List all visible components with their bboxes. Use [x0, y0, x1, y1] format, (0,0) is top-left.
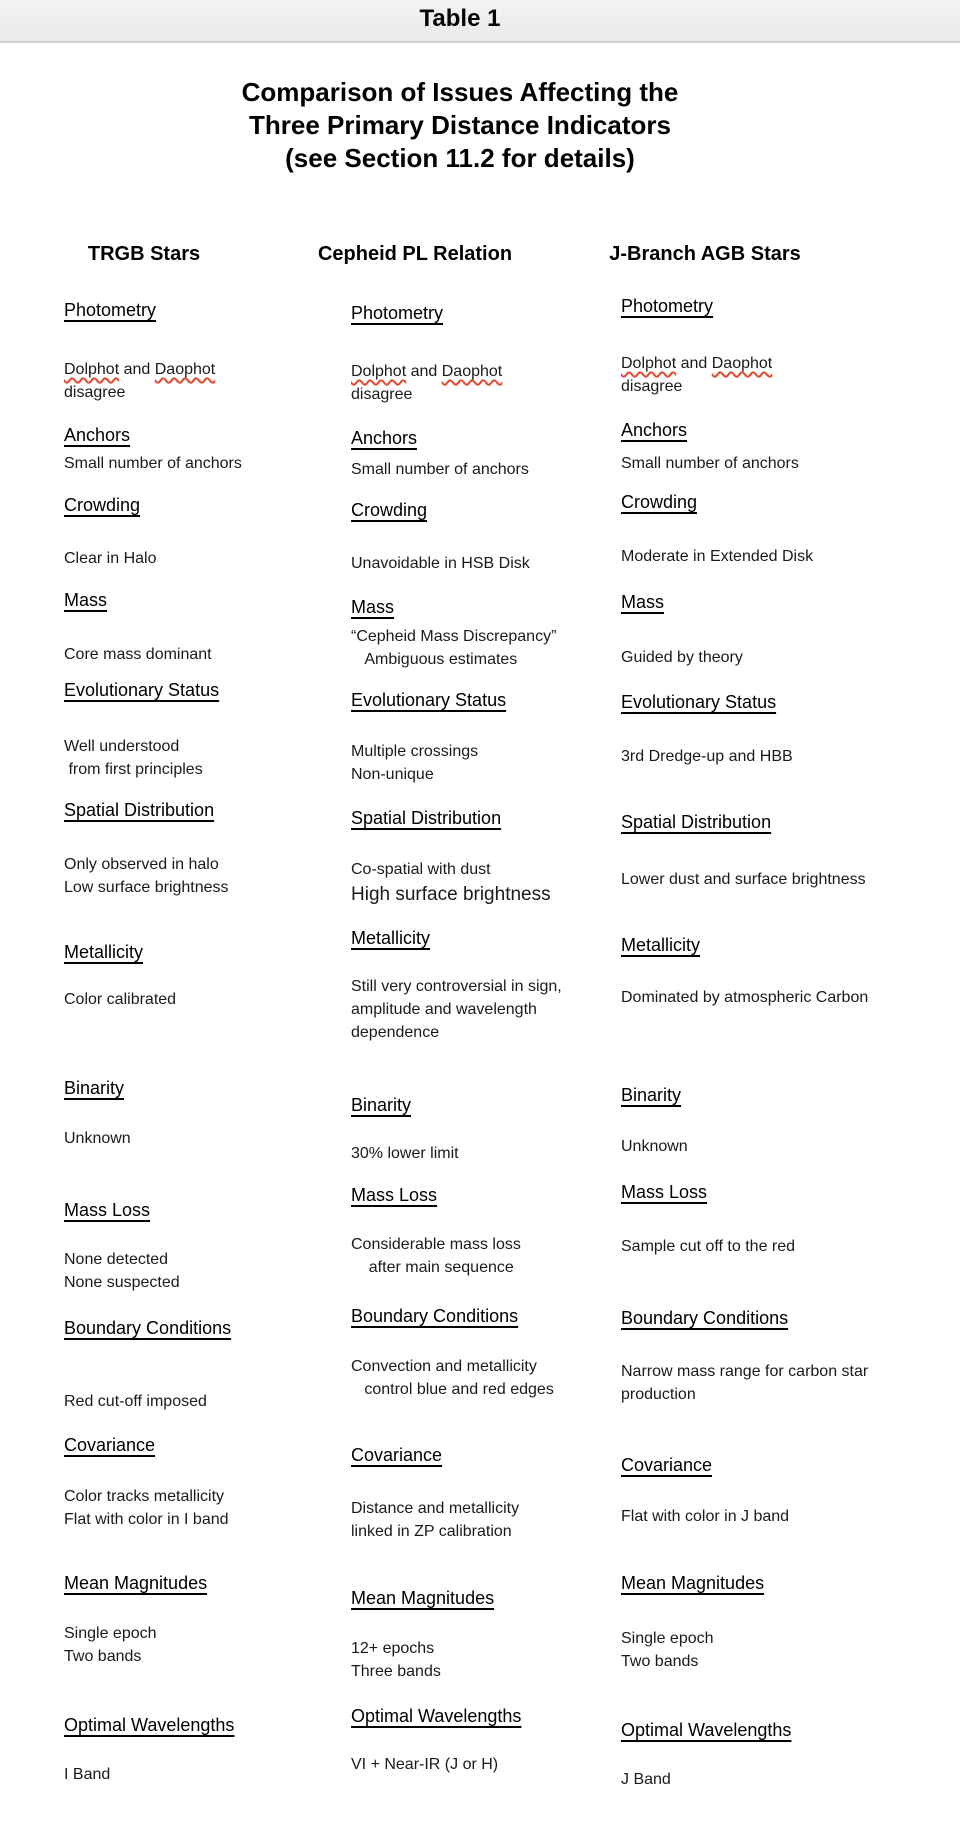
- section-body-spatial-distribution-cepheid: [351, 858, 631, 908]
- section-body-mean-magnitudes-trgb: [64, 1622, 344, 1668]
- misspelled-word: Daophot: [441, 363, 503, 380]
- misspelled-word: Dolphot: [621, 355, 677, 372]
- document-title-line-2: Three Primary Distance Indicators: [249, 110, 671, 140]
- text-run: and: [676, 355, 712, 372]
- section-line: [351, 360, 631, 383]
- column-header-cepheid: Cepheid PL Relation: [317, 243, 513, 265]
- section-heading-photometry-cepheid: Photometry: [351, 303, 444, 323]
- section-body-binarity-cepheid: [351, 1142, 631, 1165]
- section-heading-spatial-distribution-trgb: Spatial Distribution: [64, 800, 215, 820]
- section-line: J Band: [621, 1771, 671, 1788]
- section-heading-metallicity-trgb: Metallicity: [64, 942, 144, 962]
- section-line: Unknown: [64, 1130, 131, 1147]
- section-line: Small number of anchors: [621, 455, 799, 472]
- section-heading-mass-cepheid: Mass: [351, 597, 395, 617]
- section-line: linked in ZP calibration: [351, 1523, 512, 1540]
- table-number-label: Table 1: [419, 5, 501, 32]
- section-heading-mean-magnitudes-jagb: Mean Magnitudes: [621, 1573, 765, 1593]
- section-line: Single epoch: [621, 1630, 714, 1647]
- section-line: Well understood: [64, 738, 180, 755]
- section-body-evolutionary-status-jagb: [621, 745, 921, 768]
- section-body-covariance-jagb: [621, 1505, 921, 1528]
- section-line: Unknown: [621, 1138, 688, 1155]
- section-line: Flat with color in I band: [64, 1511, 229, 1528]
- section-line: Lower dust and surface brightness: [621, 871, 866, 888]
- section-line: [64, 358, 344, 381]
- section-body-optimal-wavelengths-cepheid: [351, 1753, 631, 1776]
- section-line: Color tracks metallicity: [64, 1488, 225, 1505]
- section-heading-spatial-distribution-jagb: Spatial Distribution: [621, 812, 772, 832]
- section-heading-metallicity-cepheid: Metallicity: [351, 928, 431, 948]
- section-line: Two bands: [64, 1648, 142, 1665]
- section-heading-mass-loss-cepheid: Mass Loss: [351, 1185, 438, 1205]
- section-body-mass-jagb: [621, 646, 921, 669]
- section-heading-boundary-conditions-trgb: Boundary Conditions: [64, 1318, 232, 1338]
- section-heading-optimal-wavelengths-trgb: Optimal Wavelengths: [64, 1715, 235, 1735]
- section-line: Still very controversial in sign,: [351, 978, 562, 995]
- section-body-covariance-trgb: [64, 1485, 344, 1531]
- section-body-mass-loss-trgb: [64, 1248, 344, 1294]
- section-heading-binarity-trgb: Binarity: [64, 1078, 125, 1098]
- section-line: Clear in Halo: [64, 550, 157, 567]
- section-heading-boundary-conditions-cepheid: Boundary Conditions: [351, 1306, 519, 1326]
- text-run: and: [406, 363, 442, 380]
- section-line: Three bands: [351, 1663, 441, 1680]
- section-heading-crowding-trgb: Crowding: [64, 495, 141, 515]
- section-body-mass-trgb: [64, 643, 344, 666]
- section-body-optimal-wavelengths-trgb: [64, 1763, 344, 1786]
- section-line: after main sequence: [351, 1259, 514, 1276]
- section-line: Sample cut off to the red: [621, 1238, 796, 1255]
- section-line: Only observed in halo: [64, 856, 219, 873]
- section-heading-evolutionary-status-trgb: Evolutionary Status: [64, 680, 220, 700]
- section-line: Ambiguous estimates: [351, 651, 518, 668]
- section-line: Moderate in Extended Disk: [621, 548, 814, 565]
- table-number-bar: [0, 0, 960, 43]
- section-heading-photometry-jagb: Photometry: [621, 296, 714, 316]
- section-heading-crowding-jagb: Crowding: [621, 492, 698, 512]
- section-body-crowding-jagb: [621, 545, 921, 568]
- section-body-optimal-wavelengths-jagb: [621, 1768, 921, 1791]
- misspelled-word: Dolphot: [64, 361, 120, 378]
- section-heading-covariance-jagb: Covariance: [621, 1455, 713, 1475]
- section-body-spatial-distribution-jagb: [621, 868, 921, 891]
- section-line: [621, 352, 921, 375]
- section-body-metallicity-cepheid: [351, 975, 631, 1044]
- section-line: disagree: [64, 384, 126, 401]
- section-heading-optimal-wavelengths-jagb: Optimal Wavelengths: [621, 1720, 792, 1740]
- section-body-anchors-cepheid: [351, 458, 631, 481]
- section-heading-covariance-cepheid: Covariance: [351, 1445, 443, 1465]
- section-heading-optimal-wavelengths-cepheid: Optimal Wavelengths: [351, 1706, 522, 1726]
- section-heading-mean-magnitudes-trgb: Mean Magnitudes: [64, 1573, 208, 1593]
- column-header-jagb: J-Branch AGB Stars: [609, 243, 801, 265]
- section-body-crowding-cepheid: [351, 552, 631, 575]
- section-line: Guided by theory: [621, 649, 743, 666]
- section-line: Narrow mass range for carbon star: [621, 1363, 869, 1380]
- section-body-metallicity-jagb: [621, 986, 921, 1009]
- section-body-evolutionary-status-cepheid: [351, 740, 631, 786]
- section-body-photometry-trgb: [64, 358, 344, 404]
- section-body-photometry-cepheid: [351, 360, 631, 406]
- section-body-mass-cepheid: [351, 625, 631, 671]
- section-heading-evolutionary-status-jagb: Evolutionary Status: [621, 692, 777, 712]
- text-run: and: [119, 361, 155, 378]
- section-line: from first principles: [64, 761, 203, 778]
- section-body-metallicity-trgb: [64, 988, 344, 1011]
- section-line: “Cepheid Mass Discrepancy”: [351, 628, 557, 645]
- section-line: disagree: [621, 378, 683, 395]
- section-line: Distance and metallicity: [351, 1500, 520, 1517]
- section-body-binarity-trgb: [64, 1127, 344, 1150]
- section-line: dependence: [351, 1024, 440, 1041]
- section-line: Non-unique: [351, 766, 434, 783]
- section-line: Dominated by atmospheric Carbon: [621, 989, 869, 1006]
- section-heading-binarity-cepheid: Binarity: [351, 1095, 412, 1115]
- section-body-boundary-conditions-jagb: [621, 1360, 921, 1406]
- section-heading-covariance-trgb: Covariance: [64, 1435, 156, 1455]
- document-title: [0, 76, 920, 175]
- section-heading-boundary-conditions-jagb: Boundary Conditions: [621, 1308, 789, 1328]
- section-line: disagree: [351, 386, 413, 403]
- section-line: Considerable mass loss: [351, 1236, 521, 1253]
- misspelled-word: Daophot: [711, 355, 773, 372]
- section-line: amplitude and wavelength: [351, 1001, 537, 1018]
- section-body-anchors-jagb: [621, 452, 921, 475]
- section-heading-anchors-trgb: Anchors: [64, 425, 131, 445]
- section-heading-mass-jagb: Mass: [621, 592, 665, 612]
- document-title-line-3: (see Section 11.2 for details): [285, 143, 635, 173]
- section-line: VI + Near-IR (J or H): [351, 1756, 499, 1773]
- section-line: Core mass dominant: [64, 646, 212, 663]
- section-heading-mean-magnitudes-cepheid: Mean Magnitudes: [351, 1588, 495, 1608]
- section-line: Multiple crossings: [351, 743, 479, 760]
- misspelled-word: Daophot: [154, 361, 216, 378]
- section-line: None suspected: [64, 1274, 180, 1291]
- section-line: High surface brightness: [351, 884, 551, 905]
- section-heading-metallicity-jagb: Metallicity: [621, 935, 701, 955]
- section-body-mean-magnitudes-jagb: [621, 1627, 921, 1673]
- section-body-spatial-distribution-trgb: [64, 853, 344, 899]
- section-line: Flat with color in J band: [621, 1508, 790, 1525]
- section-line: control blue and red edges: [351, 1381, 554, 1398]
- section-heading-anchors-cepheid: Anchors: [351, 428, 418, 448]
- column-header-trgb: TRGB Stars: [87, 243, 201, 265]
- section-line: Small number of anchors: [351, 461, 529, 478]
- section-line: 30% lower limit: [351, 1145, 459, 1162]
- section-body-anchors-trgb: [64, 452, 344, 475]
- section-body-boundary-conditions-cepheid: [351, 1355, 631, 1401]
- section-body-crowding-trgb: [64, 547, 344, 570]
- document-title-line-1: Comparison of Issues Affecting the: [241, 77, 679, 107]
- section-body-photometry-jagb: [621, 352, 921, 398]
- section-line: Low surface brightness: [64, 879, 229, 896]
- section-line: I Band: [64, 1766, 111, 1783]
- misspelled-word: Dolphot: [351, 363, 407, 380]
- section-heading-mass-loss-trgb: Mass Loss: [64, 1200, 151, 1220]
- section-heading-binarity-jagb: Binarity: [621, 1085, 682, 1105]
- section-line: Small number of anchors: [64, 455, 242, 472]
- section-body-covariance-cepheid: [351, 1497, 631, 1543]
- section-body-evolutionary-status-trgb: [64, 735, 344, 781]
- section-heading-evolutionary-status-cepheid: Evolutionary Status: [351, 690, 507, 710]
- section-line: Unavoidable in HSB Disk: [351, 555, 530, 572]
- section-line: Co-spatial with dust: [351, 861, 491, 878]
- section-line: None detected: [64, 1251, 169, 1268]
- section-body-mean-magnitudes-cepheid: [351, 1637, 631, 1683]
- section-line: production: [621, 1386, 696, 1403]
- section-heading-mass-loss-jagb: Mass Loss: [621, 1182, 708, 1202]
- section-body-binarity-jagb: [621, 1135, 921, 1158]
- section-heading-anchors-jagb: Anchors: [621, 420, 688, 440]
- section-body-mass-loss-jagb: [621, 1235, 921, 1258]
- section-body-mass-loss-cepheid: [351, 1233, 631, 1279]
- section-line: 12+ epochs: [351, 1640, 435, 1657]
- section-heading-photometry-trgb: Photometry: [64, 300, 157, 320]
- section-line: Two bands: [621, 1653, 699, 1670]
- section-body-boundary-conditions-trgb: [64, 1390, 344, 1413]
- section-heading-crowding-cepheid: Crowding: [351, 500, 428, 520]
- section-line: Convection and metallicity: [351, 1358, 537, 1375]
- section-line: 3rd Dredge-up and HBB: [621, 748, 793, 765]
- section-heading-spatial-distribution-cepheid: Spatial Distribution: [351, 808, 502, 828]
- section-line: Red cut-off imposed: [64, 1393, 207, 1410]
- section-line: Single epoch: [64, 1625, 157, 1642]
- section-line: Color calibrated: [64, 991, 177, 1008]
- section-heading-mass-trgb: Mass: [64, 590, 108, 610]
